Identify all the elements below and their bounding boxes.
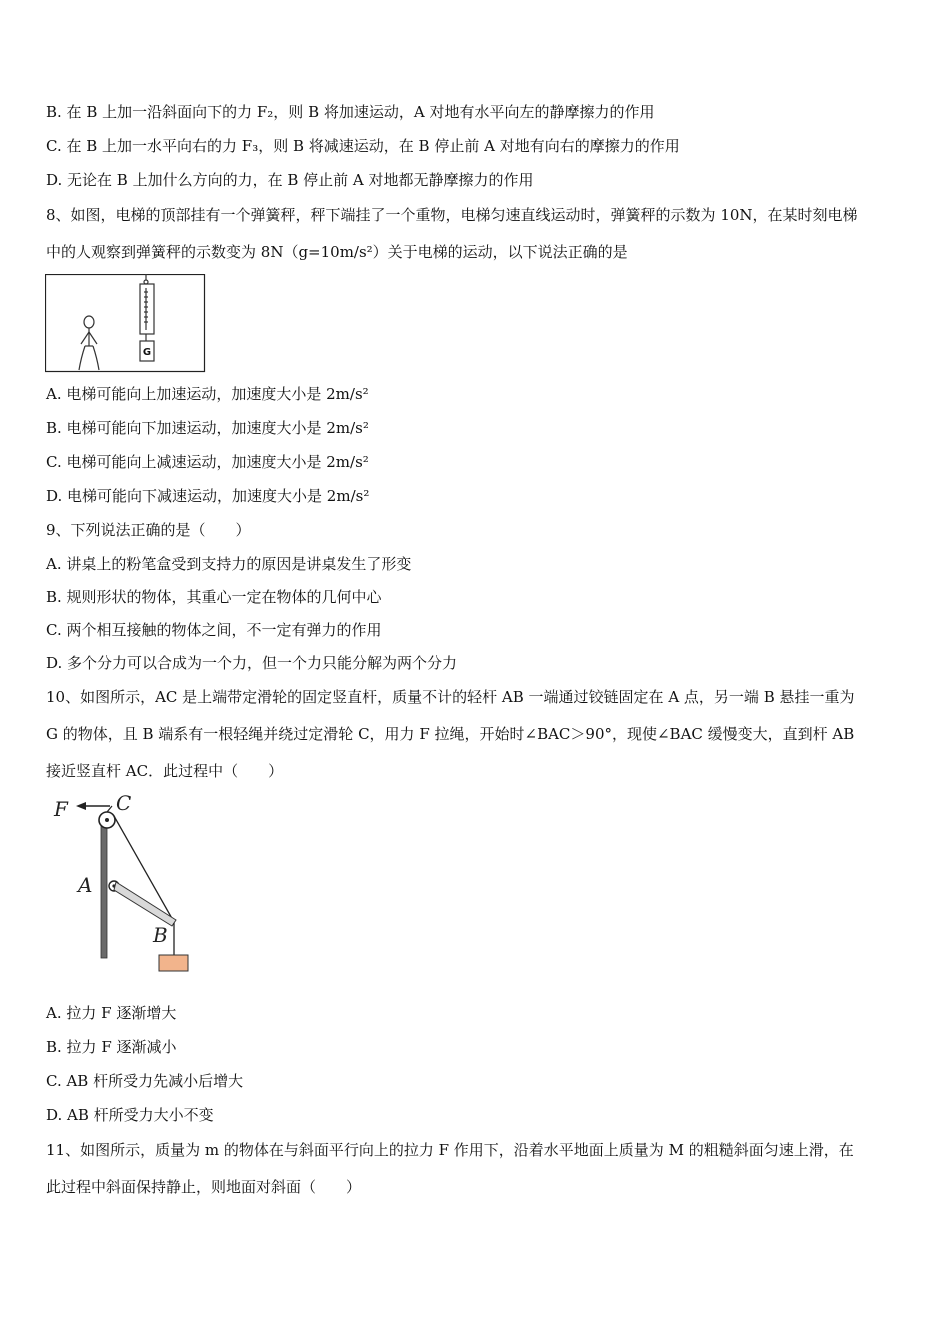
q8-stem-line1: 8、如图，电梯的顶部挂有一个弹簧秤，秤下端挂了一个重物，电梯匀速直线运动时，弹簧秤的示数为 10N，在某时刻电梯 [46,206,858,224]
q10-pulley-figure [50,792,200,978]
q7-option-d: D. 无论在 B 上加什么方向的力，在 B 停止前 A 对地都无静摩擦力的作用 [46,171,534,189]
q8-elevator-figure [45,274,207,374]
q11-stem-line2: 此过程中斜面保持静止，则地面对斜面（ ） [46,1178,362,1196]
label-c: C [116,792,132,815]
person-icon [79,316,99,370]
q7-option-c: C. 在 B 上加一水平向右的力 F₃，则 B 将减速运动，在 B 停止前 A 对地有向右的摩擦力的作用 [46,137,680,155]
weight-label: G [142,347,152,358]
q8-stem-line2: 中的人观察到弹簧秤的示数变为 8N（g=10m/s²）关于电梯的运动，以下说法正确的是 [46,243,628,261]
q9-stem: 9、下列说法正确的是（ ） [46,521,251,539]
q7-option-b: B. 在 B 上加一沿斜面向下的力 F₂，则 B 将加速运动，A 对地有水平向左的静摩擦力的作用 [46,103,655,121]
q10-option-b: B. 拉力 F 逐渐减小 [46,1038,177,1056]
q10-option-a: A. 拉力 F 逐渐增大 [46,1004,177,1022]
q10-option-d: D. AB 杆所受力大小不变 [46,1106,214,1124]
q8-option-a: A. 电梯可能向上加速运动，加速度大小是 2m/s² [46,385,369,403]
weight-block-g [159,955,188,971]
elevator-box [46,275,205,372]
label-b: B [153,923,168,947]
q9-option-a: A. 讲桌上的粉笔盒受到支持力的原因是讲桌发生了形变 [46,555,412,573]
q10-stem-line2: G 的物体，且 B 端系有一根轻绳并绕过定滑轮 C，用力 F 拉绳，开始时∠BAC＞90°，现使∠BAC 缓慢变大，直到杆 AB [46,725,855,743]
q8-option-d: D. 电梯可能向下减速运动，加速度大小是 2m/s² [46,487,370,505]
label-a: A [78,873,93,897]
q8-option-c: C. 电梯可能向上减速运动，加速度大小是 2m/s² [46,453,369,471]
q11-stem-line1: 11、如图所示，质量为 m 的物体在与斜面平行向上的拉力 F 作用下，沿着水平地面上质量为 M 的粗糙斜面匀速上滑，在 [46,1141,854,1159]
arrow-f-head [76,802,86,810]
q10-stem-line1: 10、如图所示，AC 是上端带定滑轮的固定竖直杆，质量不计的轻杆 AB 一端通过铰链固定在 A 点，另一端 B 悬挂一重为 [46,688,855,706]
q9-option-d: D. 多个分力可以合成为一个力，但一个力只能分解为两个分力 [46,654,458,672]
q8-option-b: B. 电梯可能向下加速运动，加速度大小是 2m/s² [46,419,369,437]
q9-option-b: B. 规则形状的物体，其重心一定在物体的几何中心 [46,588,382,606]
rope-f [107,806,112,812]
label-f: F [54,797,68,821]
q10-stem-line3: 接近竖直杆 AC．此过程中（ ） [46,762,284,780]
rod-ab [114,882,176,926]
q9-option-c: C. 两个相互接触的物体之间，不一定有弹力的作用 [46,621,382,639]
vertical-pole [101,820,107,958]
q10-option-c: C. AB 杆所受力先减小后增大 [46,1072,244,1090]
